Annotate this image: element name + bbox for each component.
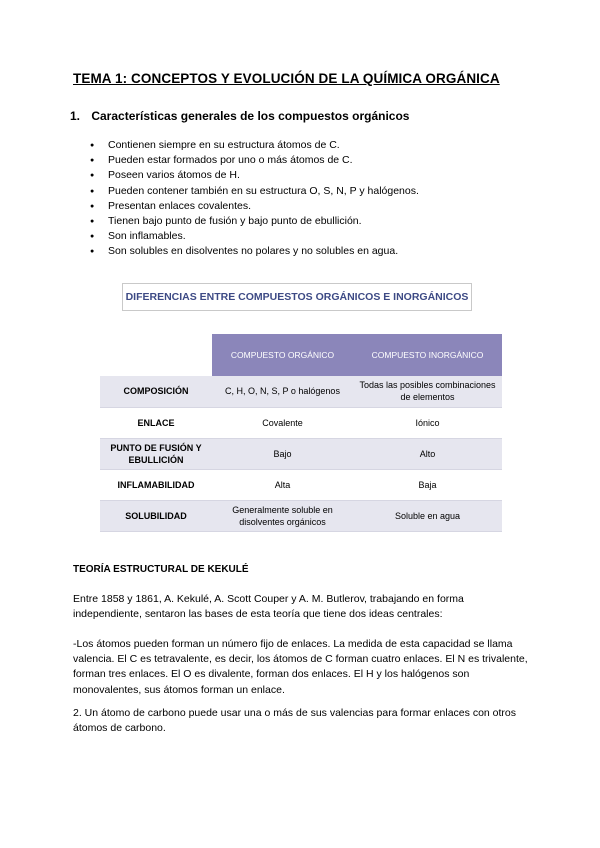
table-row [100, 438, 502, 469]
list-item: ● Pueden estar formados por uno o más átomos de C. [90, 153, 419, 168]
inorganic-cell: Alto [353, 438, 502, 469]
inorganic-cell: Soluble en agua [353, 500, 502, 531]
section-heading-text: Características generales de los compuestos orgánicos [91, 109, 410, 123]
list-item: ● Son solubles en disolventes no polares y no solubles en agua. [90, 244, 419, 259]
kekule-paragraph-carbon: 2. Un átomo de carbono puede usar una o más de sus valencias para formar enlaces con otros átomos de carbono. [73, 707, 517, 735]
organic-cell: C, H, O, N, S, P o halógenos [212, 376, 353, 407]
table-row [100, 469, 502, 500]
row-label: SOLUBILIDAD [100, 500, 212, 531]
kekule-paragraph-intro: Entre 1858 y 1861, A. Kekulé, A. Scott Couper y A. M. Butlerov, trabajando en forma independiente, sentaron las bases de esta teoría que tiene dos ideas centrales: [73, 593, 464, 621]
inorganic-cell: Iónico [353, 407, 502, 438]
list-item: ● Poseen varios átomos de H. [90, 168, 419, 183]
kekule-paragraph-valence: -Los átomos pueden forman un número fijo de enlaces. La medida de esta capacidad se llama valencia. El C es tetravalente, es decir, los átomos de C forman cuatro enlaces. El N es trivalente, forman tres enlaces. El O es divalente, forman dos enlaces. El H y los halógenos son monovalentes, sus átomos forman un enlace. [73, 638, 528, 696]
row-label: INFLAMABILIDAD [100, 469, 212, 500]
organic-cell: Covalente [212, 407, 353, 438]
comparison-table [100, 334, 502, 532]
section-number: 1. [70, 109, 81, 123]
kekule-heading: TEORÍA ESTRUCTURAL DE KEKULÉ [73, 564, 249, 575]
inorganic-cell: Baja [353, 469, 502, 500]
list-item: ● Presentan enlaces covalentes. [90, 199, 419, 214]
list-item: ● Tienen bajo punto de fusión y bajo punto de ebullición. [90, 214, 419, 229]
table-row [100, 407, 502, 438]
list-item: ● Son inflamables. [90, 229, 419, 244]
table-header-blank [100, 334, 212, 376]
organic-cell: Alta [212, 469, 353, 500]
table-header-row [100, 334, 502, 376]
page-title: TEMA 1: CONCEPTOS Y EVOLUCIÓN DE LA QUÍMICA ORGÁNICA [73, 71, 500, 86]
characteristics-list [90, 138, 419, 260]
row-label: PUNTO DE FUSIÓN Y EBULLICIÓN [100, 438, 212, 469]
table-row [100, 500, 502, 531]
list-item: ● Contienen siempre en su estructura átomos de C. [90, 138, 419, 153]
row-label: COMPOSICIÓN [100, 376, 212, 407]
organic-cell: Bajo [212, 438, 353, 469]
section-heading [70, 109, 409, 123]
header-inorganic: COMPUESTO INORGÁNICO [353, 334, 502, 376]
row-label: ENLACE [100, 407, 212, 438]
table-title: DIFERENCIAS ENTRE COMPUESTOS ORGÁNICOS E INORGÁNICOS [122, 283, 472, 311]
organic-cell: Generalmente soluble en disolventes orgánicos [212, 500, 353, 531]
header-organic: COMPUESTO ORGÁNICO [212, 334, 353, 376]
list-item: ● Pueden contener también en su estructura O, S, N, P y halógenos. [90, 184, 419, 199]
inorganic-cell: Todas las posibles combinaciones de elementos [353, 376, 502, 407]
table-row [100, 376, 502, 407]
